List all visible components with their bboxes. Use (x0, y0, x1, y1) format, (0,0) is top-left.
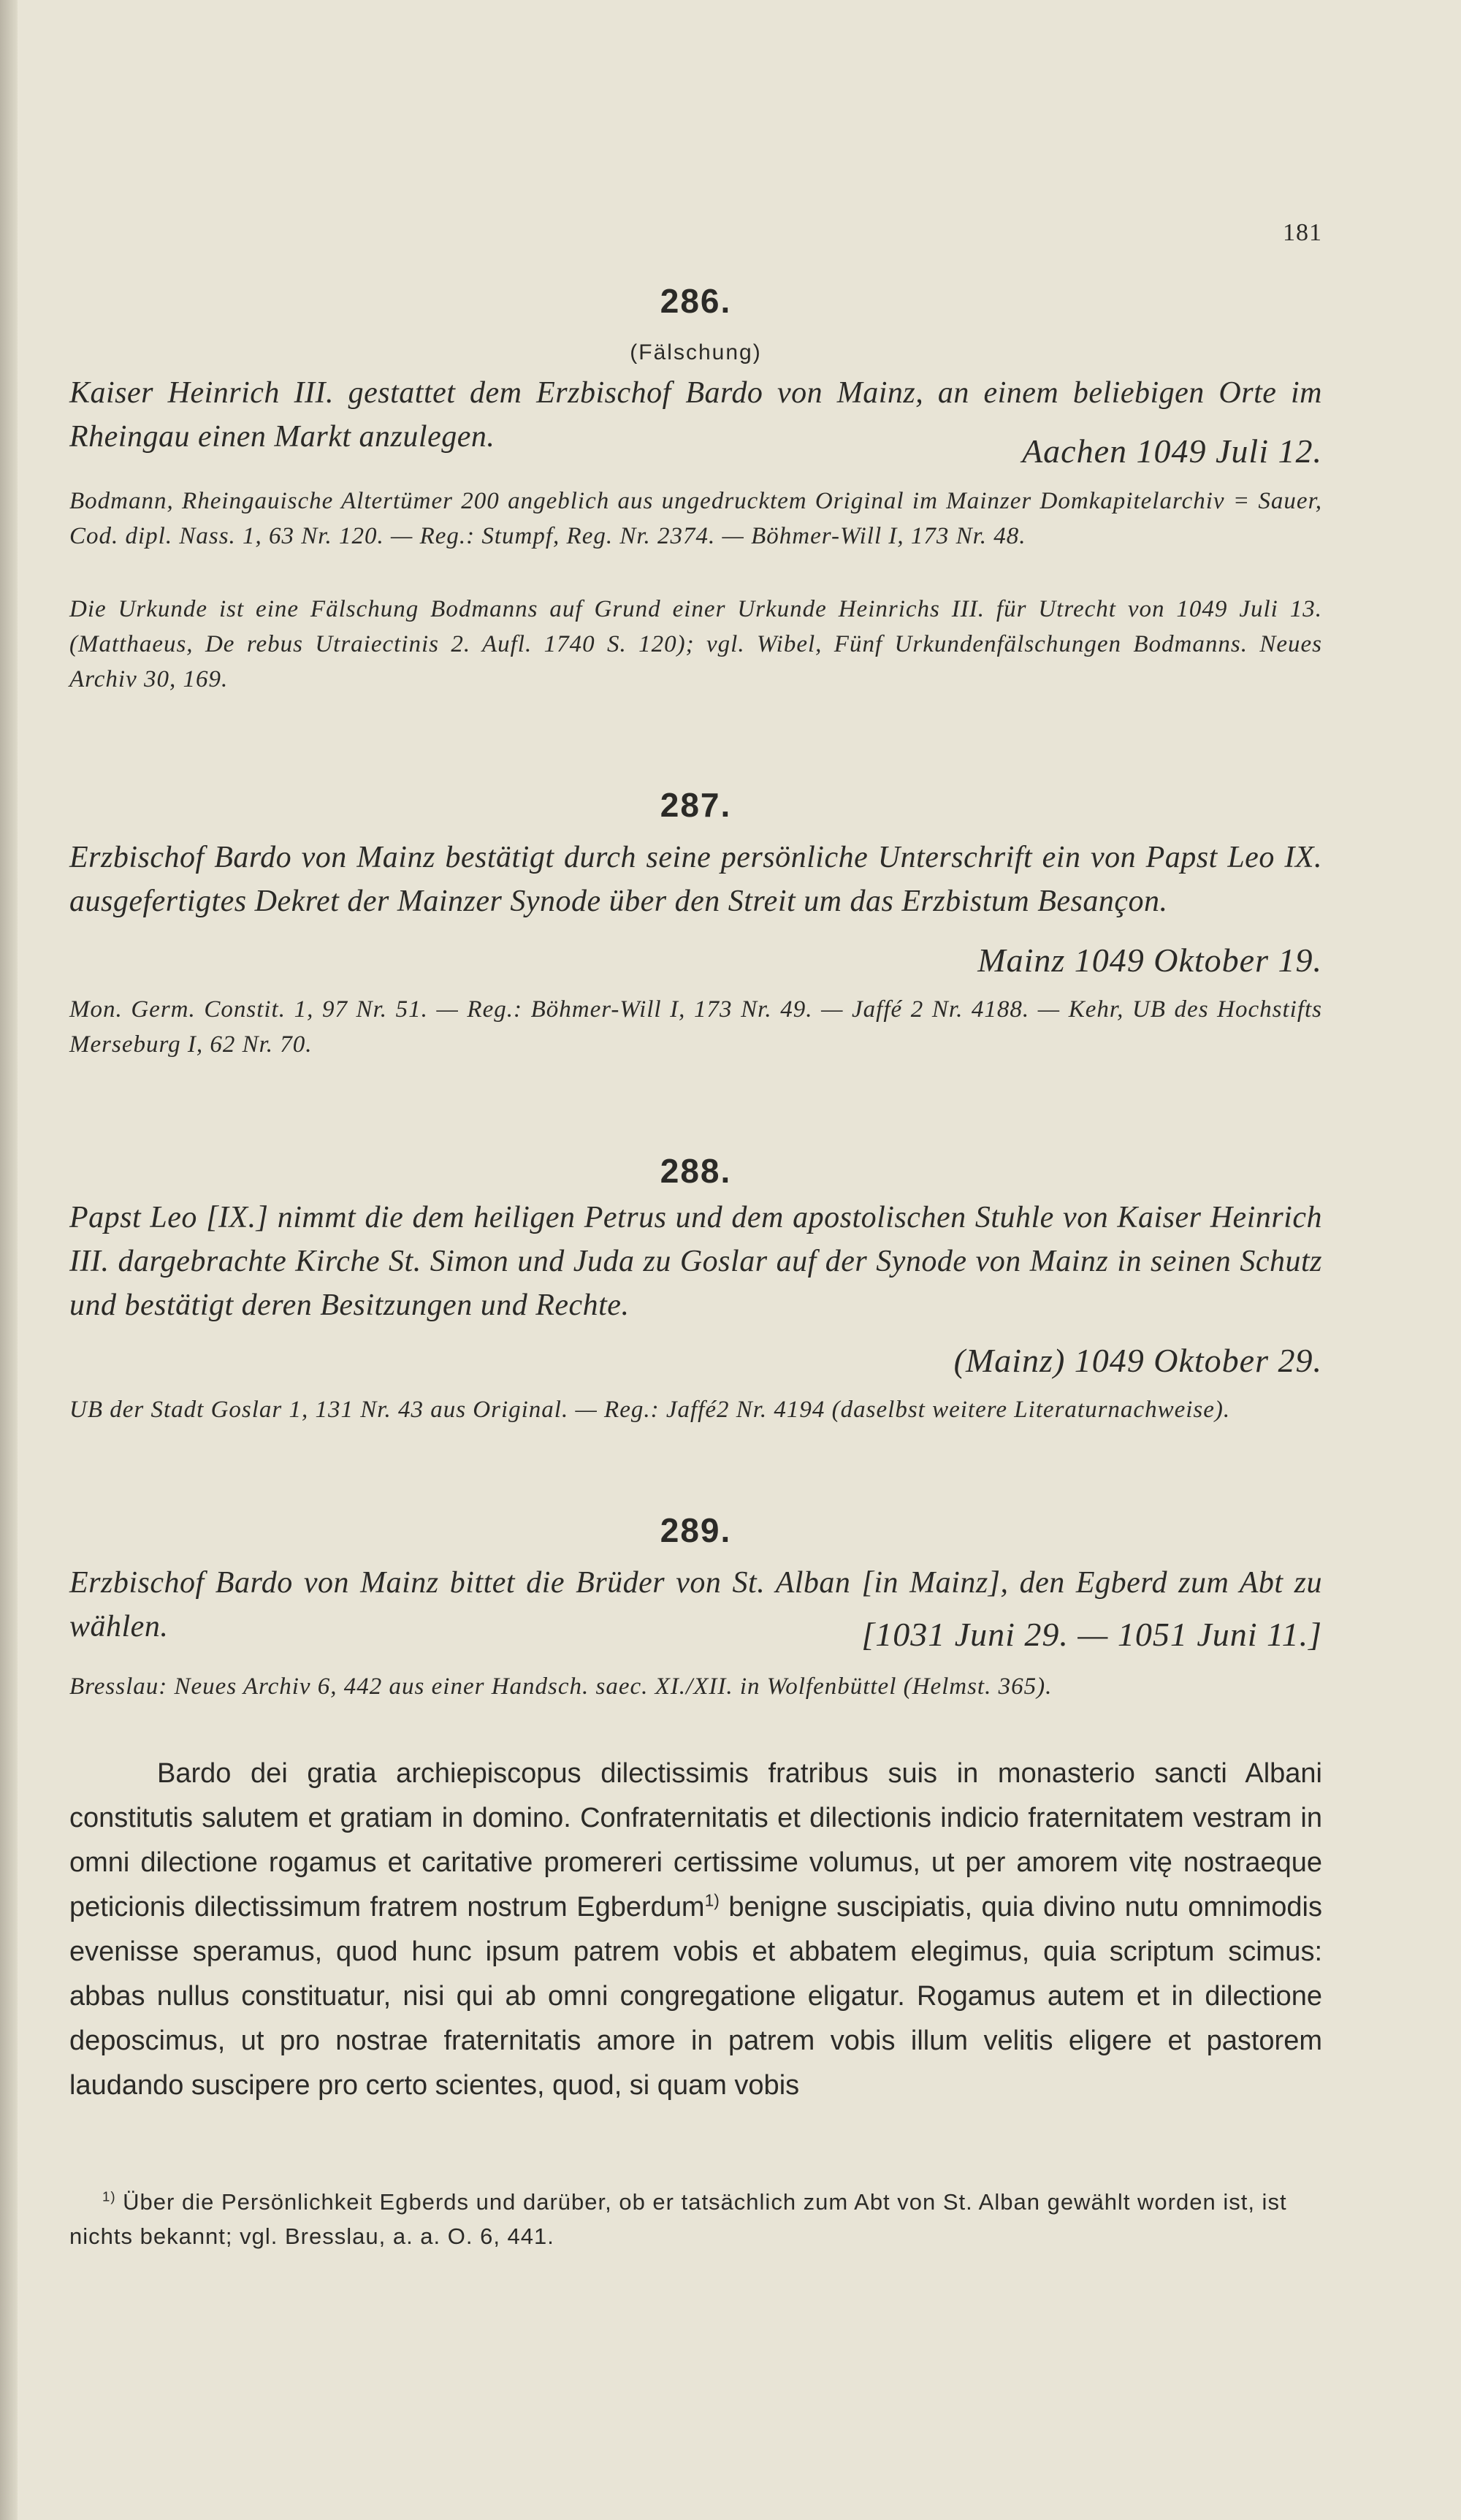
entry-note-287-sources: Mon. Germ. Constit. 1, 97 Nr. 51. — Reg.: Böhmer-Will I, 173 Nr. 49. — Jaffé 2 Nr. 4188. — Kehr, UB des Hochstifts Merseburg I, 62 Nr. 70. (69, 996, 1322, 1058)
entry-regest-286: Kaiser Heinrich III. gestattet dem Erzbischof Bardo von Mainz, an einem beliebigen Orte im Rheingau einen Markt anzulegen. (69, 376, 1322, 454)
entry-label-forgery: (Fälschung) (630, 340, 762, 364)
letter-text-part-2: benigne suscipiatis, quia divino nutu omnimodis evenisse speramus, quod hunc ipsum patrem vobis et abbatem elegimus, quia scriptum scimus: abbas nullus constituatur, nisi qui ab omni congregatione eligatur. Rogamus autem et in dilectione deposcimus, ut pro nostrae fraternitatis amore in patrem vobis illum velitis eligere et pastorem laudando suscipere pro certo scientes, quod, si quam vobis (69, 1892, 1322, 2101)
footnote-text: Über die Persönlichkeit Egberds und darüber, ob er tatsächlich zum Abt von St. Alban gewählt worden ist, ist nichts bekannt; vgl. Bresslau, a. a. O. 6, 441. (69, 2189, 1287, 2249)
letter-text (69, 1752, 1322, 2108)
entry-regest-288: Papst Leo [IX.] nimmt die dem heiligen Petrus und dem apostolischen Stuhle von Kaiser Heinrich III. dargebrachte Kirche St. Simon und Juda zu Goslar auf der Synode von Mainz in seinen Schutz und bestätigt deren Besitzungen und Rechte. (69, 1201, 1322, 1322)
entry-date-286: Aachen 1049 Juli 12. (1022, 432, 1322, 470)
entry-number-289: 289. (660, 1511, 732, 1549)
entry-regest-289: Erzbischof Bardo von Mainz bittet die Brüder von St. Alban [in Mainz], den Egberd zum Abt zu wählen. (69, 1566, 1322, 1643)
entry-note-288-sources: UB der Stadt Goslar 1, 131 Nr. 43 aus Original. — Reg.: Jaffé2 Nr. 4194 (daselbst weitere Literaturnachweise). (69, 1397, 1231, 1423)
entry-regest-287: Erzbischof Bardo von Mainz bestätigt durch seine persönliche Unterschrift ein von Papst Leo IX. ausgefertigtes Dekret der Mainzer Synode über den Streit um das Erzbistum Besançon. (69, 841, 1322, 918)
footnote (69, 2185, 1322, 2253)
entry-note-286-commentary: Die Urkunde ist eine Fälschung Bodmanns auf Grund einer Urkunde Heinrichs III. für Utrecht von 1049 Juli 13. (Matthaeus, De rebus Utraiectinis 2. Aufl. 1740 S. 120); vgl. Wibel, Fünf Urkundenfälschungen Bodmanns. Neues Archiv 30, 169. (69, 596, 1322, 692)
page-number: 181 (1283, 219, 1322, 246)
footnote-mark: 1) (102, 2188, 116, 2204)
letter-text-part-1: Bardo dei gratia archiepiscopus dilectissimis fratribus suis in monasterio sancti Albani constitutis salutem et gratiam in domino. Confraternitatis et dilectionis indicio fraternitatem vestram in omni dilectione rogamus et caritative promereri certissime volumus, ut per amorem vitę nostraeque peticionis dilectissimum fratrem nostrum Egberdum (69, 1758, 1322, 1923)
entry-number-287: 287. (660, 786, 732, 824)
entry-date-288: (Mainz) 1049 Oktober 29. (953, 1342, 1322, 1379)
book-spine-shadow (0, 0, 18, 2520)
entry-number-288: 288. (660, 1152, 732, 1190)
entry-number-286: 286. (660, 282, 732, 320)
entry-note-286-sources: Bodmann, Rheingauische Altertümer 200 angeblich aus ungedrucktem Original im Mainzer Domkapitelarchiv = Sauer, Cod. dipl. Nass. 1, 63 Nr. 120. — Reg.: Stumpf, Reg. Nr. 2374. — Böhmer-Will I, 173 Nr. 48. (69, 488, 1322, 549)
footnote-reference: 1) (704, 1890, 720, 1910)
entry-date-287: Mainz 1049 Oktober 19. (977, 942, 1322, 979)
entry-date-289: [1031 Juni 29. — 1051 Juni 11.] (861, 1616, 1322, 1653)
entry-note-289-sources: Bresslau: Neues Archiv 6, 442 aus einer Handsch. saec. XI./XII. in Wolfenbüttel (Helmst. 365). (69, 1673, 1053, 1700)
